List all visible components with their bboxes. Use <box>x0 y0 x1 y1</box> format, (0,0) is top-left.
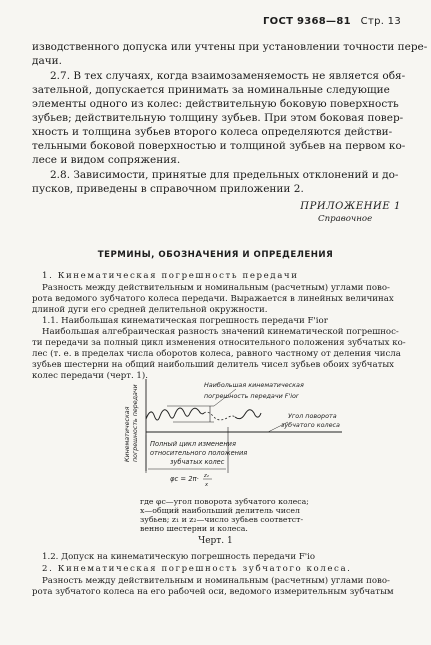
error-curve-dashed <box>204 412 235 420</box>
term-1-line: длиной дуги его средней делительной окружности. <box>32 305 268 315</box>
section-title: ТЕРМИНЫ, ОБОЗНАЧЕНИЯ И ОПРЕДЕЛЕНИЯ <box>97 250 334 260</box>
cycle-label: относительного положения <box>150 449 248 457</box>
error-curve <box>146 408 204 420</box>
clause-2-8-line: пусков, приведены в справочном приложении 2. <box>32 183 304 195</box>
figure-note: x—общий наибольший делитель чисел <box>140 506 300 515</box>
page-number: Стр. 13 <box>360 16 401 27</box>
clause-2-8-line: 2.8. Зависимости, принятые для предельных отклонений и до- <box>50 169 399 181</box>
figure-note: венно шестерни и колеса. <box>140 524 248 533</box>
appendix-subtitle: Справочное <box>318 214 373 224</box>
formula-numerator: z₂ <box>204 473 209 479</box>
clause-2-7-line: элементы одного из колес: действительную боковую поверхность <box>32 98 399 110</box>
figure-kinematic-error <box>118 375 348 493</box>
term-1-line: Наибольшая алгебраическая разность значений кинематической погрешнос- <box>42 327 399 337</box>
clause-2-7-line: зубьев; действительную толщину зубьев. При этом боковая повер- <box>32 112 404 124</box>
term-1-line: зубьев шестерни на общий наибольший делитель чисел зубьев обоих зубчатых <box>32 360 395 370</box>
clause-2-7-line: зательной, допускается принимать за номинальные следующие <box>32 84 390 96</box>
text-line: изводственного допуска или учтены при установлении точности пере- <box>32 41 428 53</box>
clause-2-7-line: хность и толщина зубьев второго колеса определяются действи- <box>32 126 393 138</box>
term-1-heading: 1. Кинематическая погрешность передачи <box>42 271 299 281</box>
term-1-1-heading: 1.1. Наибольшая кинематическая погрешность передачи F'ior <box>42 316 328 326</box>
y-axis-label: Кинематическая <box>124 406 131 462</box>
clause-2-7-line: тельными боковой поверхностью и толщиной зубьев на первом ко- <box>32 140 406 152</box>
cycle-label: Полный цикл изменения <box>150 440 236 448</box>
formula-denominator: x <box>205 482 209 488</box>
term-1-line: рота ведомого зубчатого колеса передачи. Выражается в линейных величинах <box>32 294 394 304</box>
cycle-label: зубчатых колес <box>170 458 225 466</box>
term-2-line: Разность между действительным и номинальным (расчетным) углами пово- <box>42 576 390 586</box>
rotation-label: Угол поворота <box>288 412 337 420</box>
clause-2-7-line: лесе и видом сопряжения. <box>32 154 181 166</box>
rotation-label: зубчатого колеса <box>281 421 340 429</box>
standard-number: ГОСТ 9368—81 <box>262 16 351 27</box>
page-header <box>263 16 401 27</box>
y-axis-label: погрешность передачи <box>132 384 139 462</box>
figure-caption: Черт. 1 <box>198 536 233 546</box>
term-1-line: ти передачи за полный цикл изменения относительного положения зубчатых ко- <box>32 338 406 348</box>
max-error-label: погрешность передачи F'ior <box>204 392 299 400</box>
figure-note: зубьев; z₁ и z₂—число зубьев соответст- <box>140 515 304 524</box>
text-line: дачи. <box>32 55 63 67</box>
term-1-line: колес передачи (черт. 1). <box>32 371 148 381</box>
max-error-label: Наибольшая кинематическая <box>204 381 304 389</box>
term-1-line: Разность между действительным и номинальным (расчетным) углами пово- <box>42 283 390 293</box>
term-2-heading: 2. Кинематическая погрешность зубчатого колеса. <box>42 564 352 574</box>
clause-2-7-line: 2.7. В тех случаях, когда взаимозаменяемость не является обя- <box>50 70 406 82</box>
term-2-line: рота зубчатого колеса на его рабочей оси, ведомого измерительным зубчатым <box>32 587 394 597</box>
figure-note: где φс—угол поворота зубчатого колеса; <box>140 497 309 506</box>
term-1-2-heading: 1.2. Допуск на кинематическую погрешность передачи F'io <box>42 552 316 562</box>
term-1-line: лес (т. е. в пределах числа оборотов колеса, равного частному от деления числа <box>32 349 401 359</box>
error-curve <box>235 410 261 419</box>
appendix-title: ПРИЛОЖЕНИЕ 1 <box>300 201 401 212</box>
formula: φс = 2π· <box>170 475 199 483</box>
